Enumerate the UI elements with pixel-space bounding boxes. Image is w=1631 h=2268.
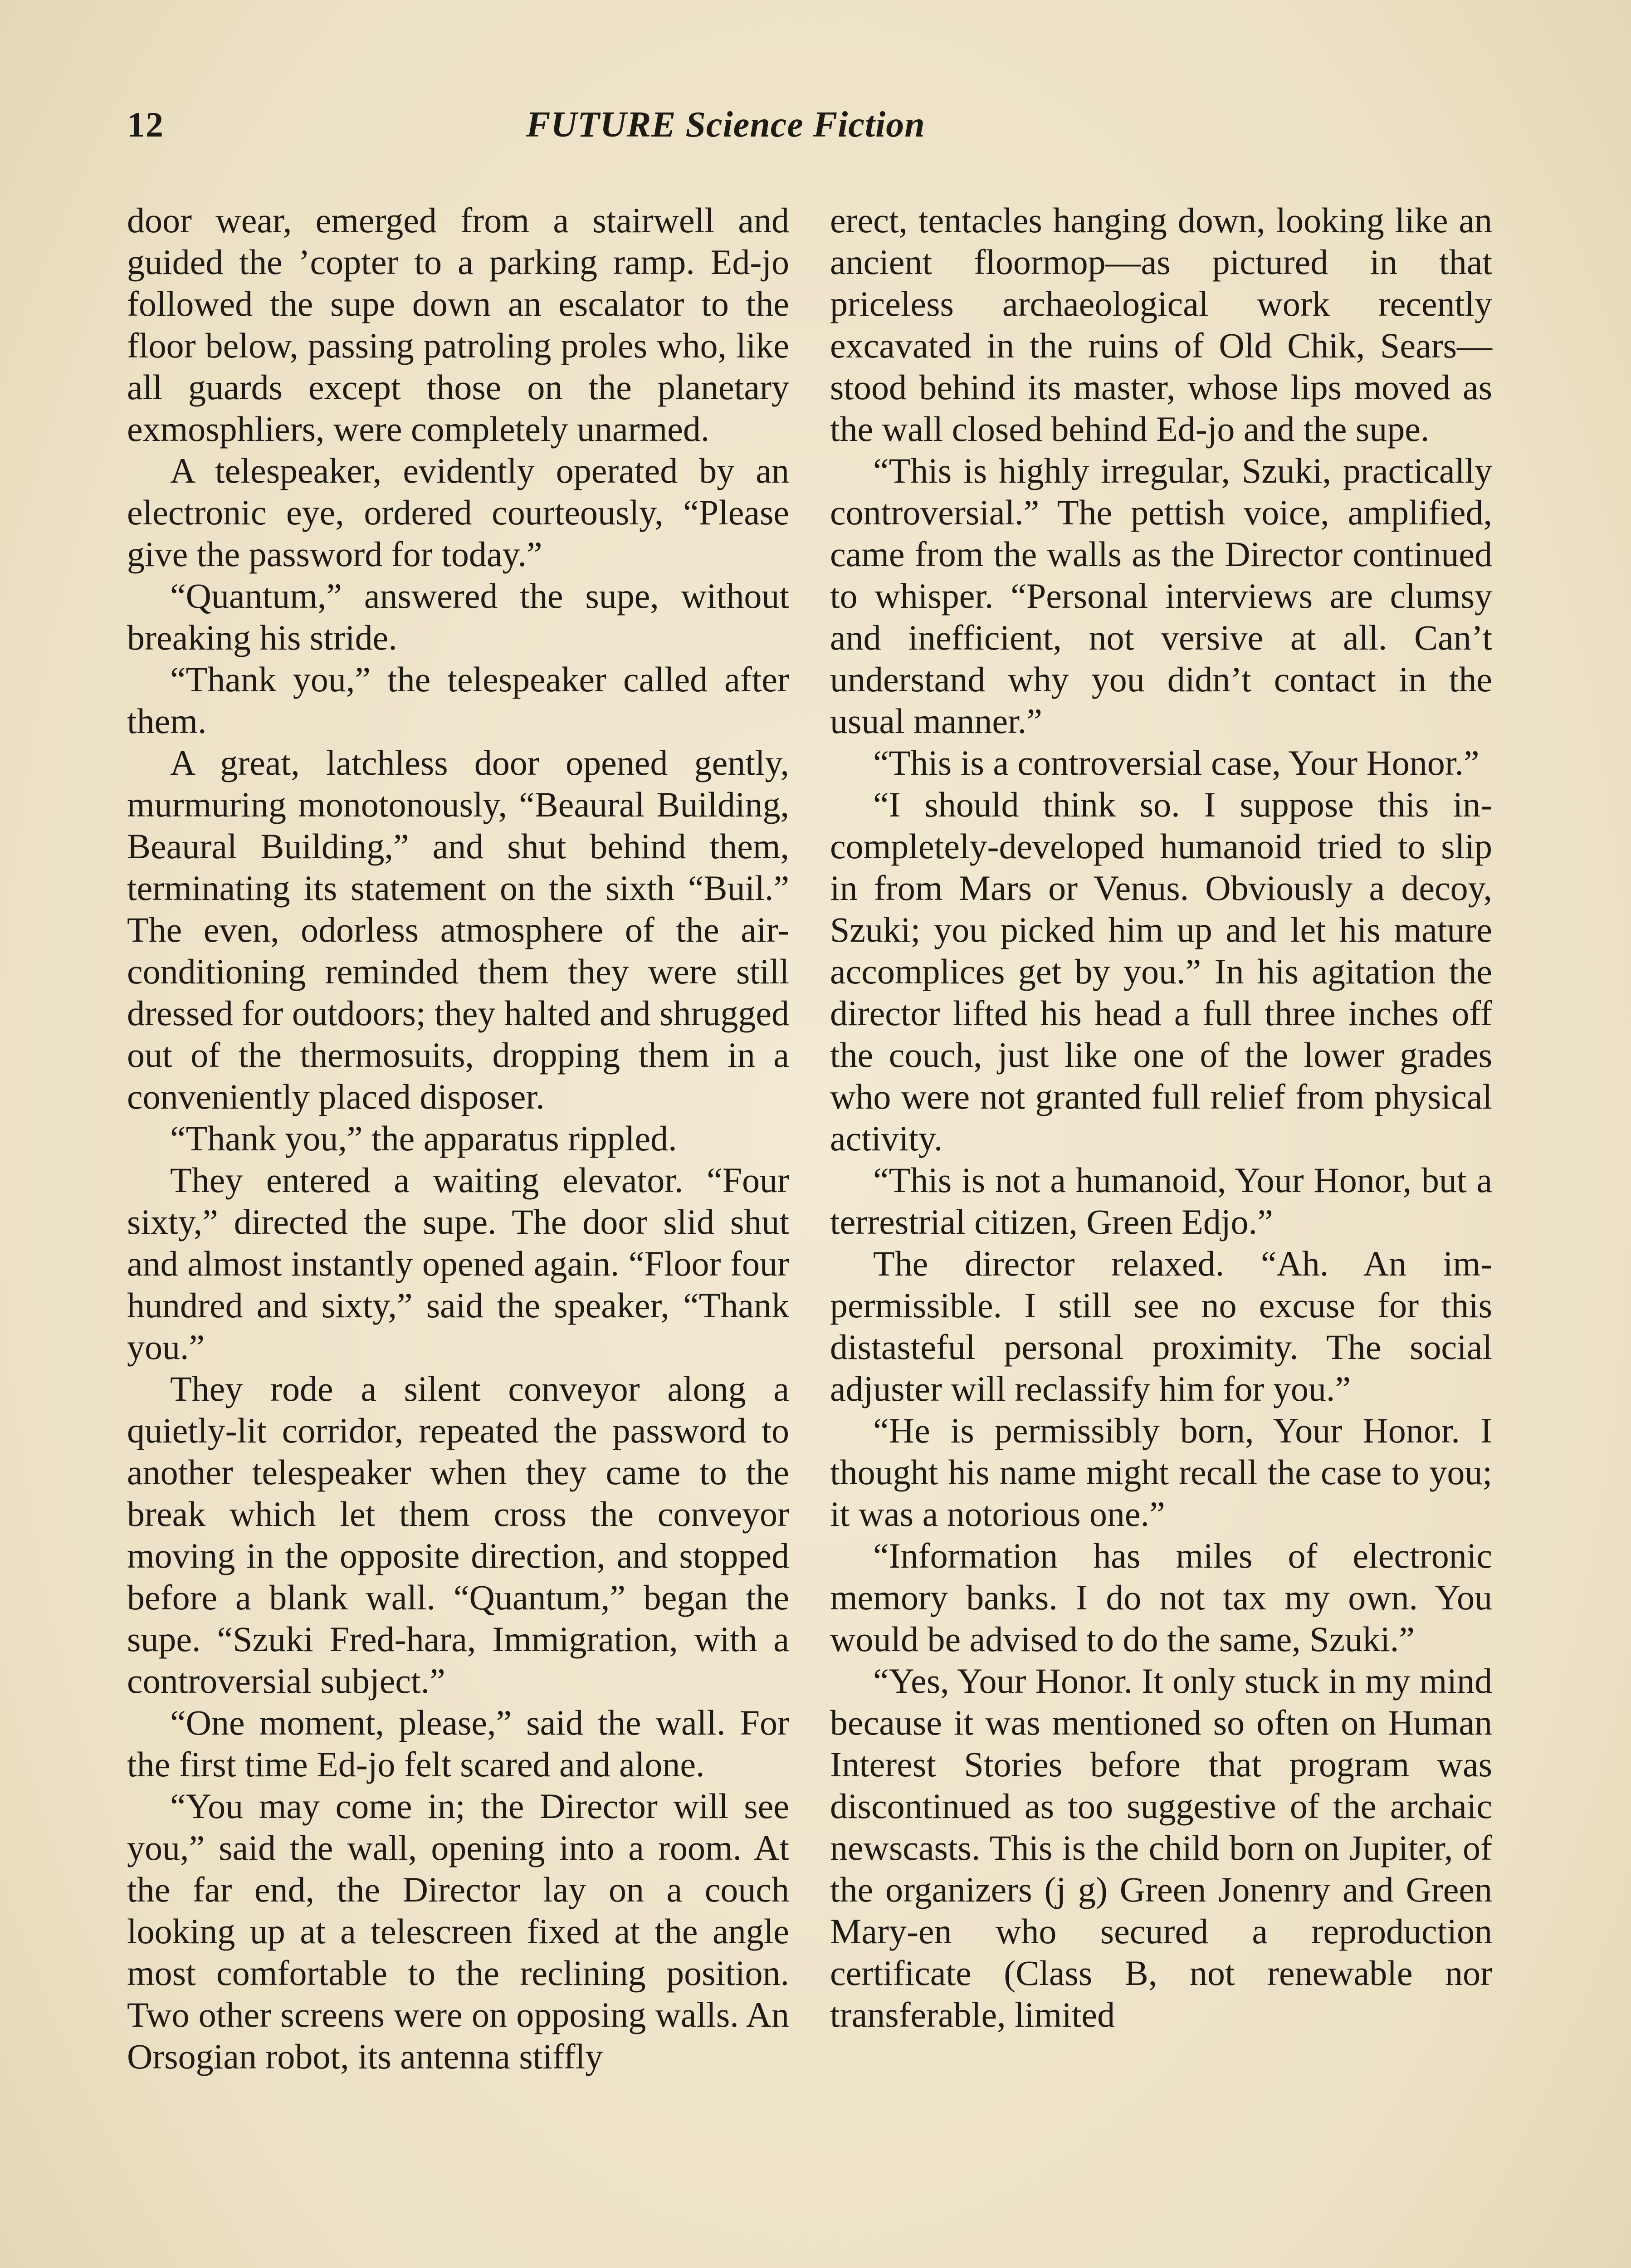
paragraph: “Yes, Your Honor. It only stuck in my mind because it was mentioned so often on Human Interest Stories before that program was discontinued as too suggestive of the archaic newscasts. This is the child born on Jupiter, of the organizers (j g) Green Jonenry and Green Mary-en who secured a reproduction certificate (Class B, not renewable nor transferable, limited xyxy=(830,1661,1492,2034)
paragraph: They entered a waiting elevator. “Four sixty,” directed the supe. The door slid shut and almost instantly opened again. “Floor four hundred and sixty,” said the speaker, “Thank you.” xyxy=(127,1160,789,1367)
paragraph: “He is permissibly born, Your Honor. I thought his name might recall the case to you; it was a notorious one.” xyxy=(830,1411,1492,1534)
paragraph: “One moment, please,” said the wall. For the first time Ed-jo felt scared and alone. xyxy=(127,1703,789,1784)
paragraph: “This is not a humanoid, Your Honor, but a terrestrial citizen, Green Edjo.” xyxy=(830,1160,1492,1242)
paragraph: “Quantum,” answered the supe, without breaking his stride. xyxy=(127,576,789,657)
paragraph: “This is highly irregular, Szuki, practically controversial.” The pettish voice, amplified, came from the walls as the Director continued to whisper. “Personal interviews are clumsy and inefficient, not versive at all. Can’t understand why you didn’t contact in the usual manner.” xyxy=(830,451,1492,741)
paragraph: “You may come in; the Director will see you,” said the wall, opening into a room. At the far end, the Director lay on a couch looking up at a telescreen fixed at the angle most comfortable to the reclining position. Two other screens were on opposing walls. An Orsogian robot, its antenna stiffly xyxy=(127,1786,789,2076)
paragraph: A telespeaker, evidently operated by an electronic eye, ordered courteously, “Please give the password for today.” xyxy=(127,451,789,574)
paragraph: The director relaxed. “Ah. An impermissible. I still see no excuse for this distasteful personal proximity. The social adjuster will reclassify him for you.” xyxy=(830,1244,1492,1408)
paragraph: “This is a controversial case, Your Honor.” xyxy=(873,743,1480,782)
paragraph: A great, latchless door opened gently, murmuring monotonously, “Beaural Building, Beaural Building,” and shut behind them, terminating its statement on the sixth “Buil.” The even, odorless atmosphere of the air-conditioning reminded them they were still dressed for outdoors; they halted and shrugged out of the thermosuits, dropping them in a conveniently placed disposer. xyxy=(127,743,789,1116)
paragraph: door wear, emerged from a stairwell and guided the ’copter to a parking ramp. Ed-jo followed the supe down an escalator to the floor below, passing patroling proles who, like all guards except those on the planetary exmosphliers, were completely unarmed. xyxy=(127,200,789,449)
paragraph: erect, tentacles hanging down, looking like an ancient floormop—as pictured in that priceless archaeological work recently excavated in the ruins of Old Chik, Sears—stood behind its master, whose lips moved as the wall closed behind Ed-jo and the supe. xyxy=(830,200,1492,449)
paragraph: “Thank you,” the telespeaker called after them. xyxy=(127,660,789,741)
paragraph: “I should think so. I suppose this incompletely-developed humanoid tried to slip in from Mars or Venus. Obviously a decoy, Szuki; you picked him up and let his mature accomplices get by you.” In his agitation the director lifted his head a full three inches off the couch, just like one of the lower grades who were not granted full relief from physical activity. xyxy=(830,785,1492,1158)
left-column xyxy=(127,200,789,2077)
paragraph: They rode a silent conveyor along a quietly-lit corridor, repeated the password to another telespeaker when they came to the break which let them cross the conveyor moving in the opposite direction, and stopped before a blank wall. “Quantum,” began the supe. “Szuki Fred-hara, Immigration, with a controversial subject.” xyxy=(127,1369,789,1701)
paragraph: “Thank you,” the apparatus rippled. xyxy=(170,1119,677,1158)
running-title: FUTURE Science Fiction xyxy=(526,105,925,145)
page-number: 12 xyxy=(127,105,164,144)
page-header xyxy=(127,104,1495,159)
paragraph: “Information has miles of electronic memory banks. I do not tax my own. You would be advised to do the same, Szuki.” xyxy=(830,1536,1492,1659)
right-column xyxy=(830,200,1492,2036)
